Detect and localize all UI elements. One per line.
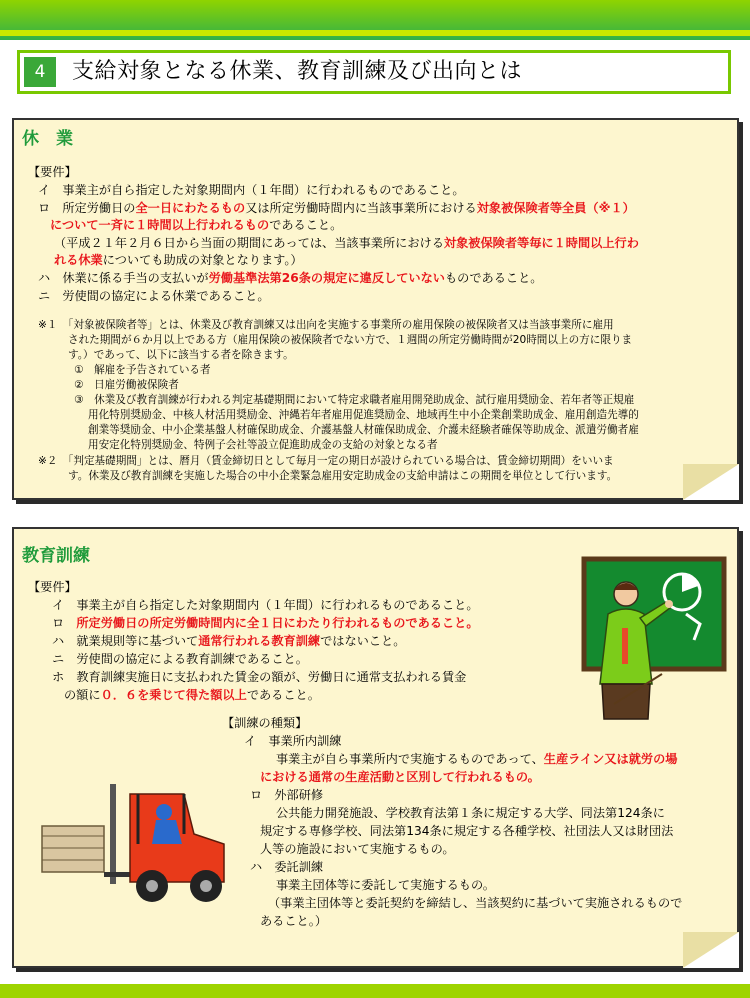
text: の額に — [64, 688, 101, 702]
note-2-line: ※２ 「判定基礎期間」とは、暦月（賃金締切日として毎月一定の期日が設けられている場合は、賃金締切期間）をいいま — [38, 455, 614, 467]
training-kind-ha-desc: 事業主団体等に委託して実施するもの。 — [276, 878, 495, 892]
item-mark: ニ — [52, 652, 65, 666]
training-kind-ro-desc: 規定する専修学校、同法第134条に規定する各種学校、社団法人又は財団法 — [260, 824, 674, 838]
training-kinds-label: 【訓練の種類】 — [222, 716, 308, 730]
emphasis-text: 生産ライン又は就労の場 — [543, 752, 678, 766]
kyugyo-panel — [12, 118, 739, 500]
note-1-line: ※１ 「対象被保険者等」とは、休業及び教育訓練又は出向を実施する事業所の雇用保険の被保険者又は当該事業所に雇用 — [38, 319, 614, 331]
item-text: 労使間の協定による休業であること。 — [62, 289, 270, 303]
text: 所定労働日の — [62, 201, 136, 215]
item-mark: ロ — [38, 201, 51, 215]
text: についても助成の対象となります。） — [102, 253, 303, 267]
kyoiku-heading: 教育訓練 — [22, 546, 90, 566]
item-mark: ハ — [38, 271, 51, 285]
item-text: 労使間の協定による教育訓練であること。 — [76, 652, 308, 666]
training-kind-i-desc2 — [260, 769, 540, 785]
kyoiku-item-ha — [52, 633, 405, 649]
training-kind-ro-desc: 人等の施設において実施するもの。 — [260, 842, 455, 856]
section-number: 4 — [24, 57, 56, 87]
emphasis-text: 労働基準法第26条の規定に違反していない — [208, 271, 445, 285]
section-title-box — [17, 50, 731, 94]
kyoiku-item-i — [52, 597, 479, 613]
kyugyo-item-ro-line3 — [54, 235, 639, 251]
text: ではないこと。 — [320, 634, 406, 648]
note-1-line: ③ 休業及び教育訓練が行われる判定基礎期間において特定求職者雇用開発助成金、試行雇用奨励金、若年者等正規雇 — [74, 394, 635, 406]
page-curl — [683, 932, 739, 968]
kyoiku-item-ho-line2 — [64, 687, 320, 703]
forklift-illustration — [34, 764, 234, 914]
item-mark: イ — [52, 598, 65, 612]
item-mark: ハ — [52, 634, 65, 648]
page-title: 支給対象となる休業、教育訓練及び出向とは — [72, 59, 523, 84]
note-2-line: す。休業及び教育訓練を実施した場合の中小企業緊急雇用安定助成金の支給申請はこの期間を単位として行います。 — [68, 470, 618, 482]
kyugyo-heading: 休 業 — [22, 129, 73, 149]
text: であること。 — [269, 218, 343, 232]
note-1-line: 創業等奨励金、中小企業基盤人材確保助成金、介護基盤人材確保助成金、介護未経験者確保等助成金、派遣労働者雇 — [88, 424, 639, 436]
note-1-line: す。）であって、以下に該当する者を除きます。 — [68, 349, 294, 361]
text: であること。 — [246, 688, 320, 702]
kyoiku-item-ro — [52, 615, 479, 631]
emphasis-text: 通常行われる教育訓練 — [198, 634, 321, 648]
page-curl — [683, 464, 739, 500]
teacher-illustration — [574, 554, 734, 724]
kyugyo-item-ro-line2 — [50, 217, 342, 233]
kyoiku-item-ni — [52, 651, 308, 667]
note-1-line: 用化特別奨励金、中核人材活用奨励金、沖縄若年者雇用促進奨励金、地域再生中小企業創業助成金、雇用創造先導的 — [88, 409, 639, 421]
training-kind-i-desc — [276, 751, 677, 767]
training-kind-ro: ロ 外部研修 — [250, 788, 324, 802]
kyugyo-item-ro — [38, 200, 635, 216]
kyugyo-req-label: 【要件】 — [28, 165, 77, 179]
note-1-line: ① 解雇を予告されている者 — [74, 364, 211, 376]
text: 就業規則等に基づいて — [76, 634, 199, 648]
item-text: 事業主が自ら指定した対象期間内（１年間）に行われるものであること。 — [62, 183, 465, 197]
top-banner — [0, 0, 750, 40]
training-kind-ro-desc: 公共能力開発施設、学校教育法第１条に規定する大学、同法第124条に — [276, 806, 665, 820]
training-kind-ha-desc: （事業主団体等と委託契約を締結し、当該契約に基づいて実施されるもので — [268, 896, 683, 910]
note-1-line: 用安定化特別奨励金、特例子会社等設立促進助成金の支給の対象となる者 — [88, 439, 438, 451]
item-mark: ホ — [52, 670, 65, 684]
kyugyo-item-ha — [38, 270, 542, 286]
emphasis-text: 所定労働日の所定労働時間内に全１日にわたり行われるものであること。 — [76, 616, 479, 630]
text: 又は所定労働時間内に当該事業所における — [245, 201, 477, 215]
training-kind-ha: ハ 委託訓練 — [250, 860, 324, 874]
note-1-line: された期間が６か月以上である方（雇用保険の被保険者でない方で、１週間の所定労働時間が20時間以上の方に限りま — [68, 334, 633, 346]
emphasis-text: 対象被保険者等全員（※１） — [476, 201, 635, 215]
note-1-line: ② 日雇労働被保険者 — [74, 379, 179, 391]
kyugyo-item-ni — [38, 288, 270, 304]
item-text: 事業主が自ら指定した対象期間内（１年間）に行われるものであること。 — [76, 598, 479, 612]
kyugyo-item-i — [38, 182, 465, 198]
emphasis-text: ０．６を乗じて得た額以上 — [100, 688, 247, 702]
text: （平成２１年２月６日から当面の期間にあっては、当該事業所における — [54, 236, 444, 250]
emphasis-text: について一斉に１時間以上行われるもの — [50, 218, 270, 232]
item-text: 教育訓練実施日に支払われた賃金の額が、労働日に通常支払われる賃金 — [76, 670, 467, 684]
item-mark: ロ — [52, 616, 65, 630]
kyoiku-item-ho — [52, 669, 466, 685]
kyoiku-panel — [12, 527, 739, 968]
emphasis-text: 全一日にわたるもの — [135, 201, 246, 215]
bottom-banner — [0, 984, 750, 998]
kyugyo-item-ro-line4 — [54, 252, 303, 268]
training-kind-i: イ 事業所内訓練 — [244, 734, 342, 748]
text: 事業主が自ら事業所内で実施するものであって、 — [276, 752, 544, 766]
emphasis-text: れる休業 — [54, 253, 103, 267]
item-mark: イ — [38, 183, 51, 197]
emphasis-text: における通常の生産活動と区別して行われるもの。 — [260, 770, 540, 784]
text: 休業に係る手当の支払いが — [62, 271, 209, 285]
training-kind-ha-desc: あること。） — [260, 914, 328, 928]
emphasis-text: 対象被保険者等毎に１時間以上行わ — [443, 236, 639, 250]
item-mark: ニ — [38, 289, 51, 303]
text: ものであること。 — [444, 271, 543, 285]
kyoiku-req-label: 【要件】 — [28, 580, 77, 594]
